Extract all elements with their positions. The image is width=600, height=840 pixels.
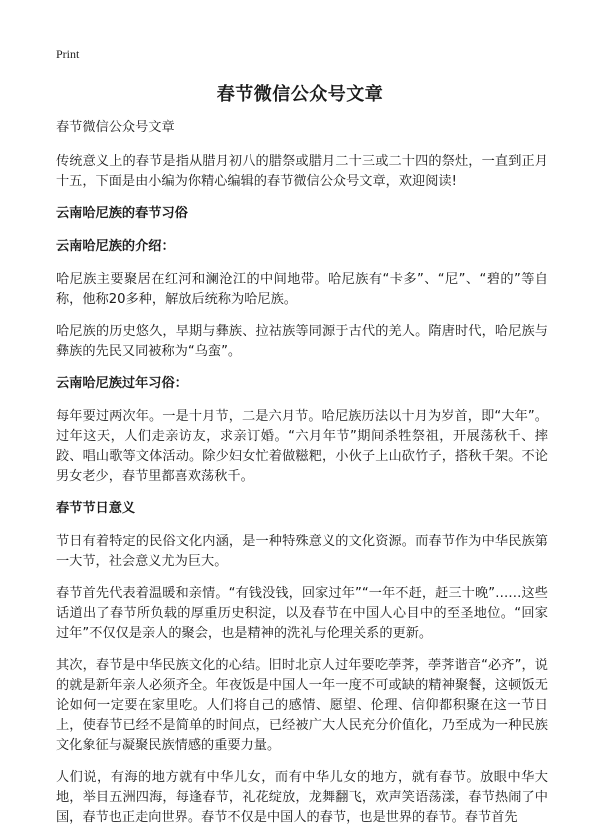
article-title: 春节微信公众号文章 [216,84,384,105]
article-subtitle: 春节微信公众号文章 [56,120,175,135]
section-subheading: 云南哈尼族的介绍： [56,239,175,254]
section-heading: 春节节日意义 [56,501,136,516]
article-body [56,118,548,840]
section-heading: 云南哈尼族的春节习俗 [56,206,188,221]
paragraph: 其次，春节是中华民族文化的心结。旧时北京人过年要吃荸荠，荸荠谐音“必齐”，说的就是新年亲人必须齐全。年夜饭是中国人一年一度不可或缺的精神聚餐，这顿饭无论如何一定要在家里吃。人们将自己的感情、愿望、伦理、信仰都积聚在这一节日上，使春节已经不是简单的时间点，已经被广大人民充分价值化，乃至成为一种民族文化象征与凝聚民族情感的重要力量。 [56,658,548,753]
print-link[interactable]: Print [56,47,80,61]
intro-paragraph: 传统意义上的春节是指从腊月初八的腊祭或腊月二十三或二十四的祭灶，一直到正月十五，下面是由小编为你精心编辑的春节微信公众号文章，欢迎阅读! [56,154,548,189]
section-subheading: 云南哈尼族过年习俗： [56,376,188,391]
paragraph: 春节首先代表着温暖和亲情。“有钱没钱，回家过年”“一年不赶，赶三十晚”……这些话道出了春节所负载的厚重历史积淀，以及春节在中国人心目中的至圣地位。“回家过年”不仅仅是亲人的聚会，也是精神的洗礼与伦理关系的更新。 [56,586,548,641]
paragraph: 哈尼族主要聚居在红河和澜沧江的中间地带。哈尼族有“卡多”、“尼”、“碧的”等自称，他称20多种，解放后统称为哈尼族。 [56,272,548,307]
paragraph: 人们说，有海的地方就有中华儿女，而有中华儿女的地方，就有春节。放眼中华大地，举目五洲四海，每逢春节，礼花绽放，龙舞翻飞，欢声笑语荡漾，春节热闹了中国，春节也正走向世界。春节不仅是中国人的春节，也是世界的春节。春节首先 [56,770,548,825]
paragraph: 哈尼族的历史悠久，早期与彝族、拉祜族等同源于古代的羌人。隋唐时代，哈尼族与彝族的先民又同被称为“乌蛮”。 [56,324,548,359]
paragraph: 每年要过两次年。一是十月节，二是六月节。哈尼族历法以十月为岁首，即“大年”。过年这天，人们走亲访友，求亲订婚。“六月年节”期间杀牲祭祖，开展荡秋千、摔跤、唱山歌等文体活动。除少妇女忙着做糍粑，小伙子上山砍竹子，搭秋千架。不论男女老少，春节里都喜欢荡秋千。 [56,409,548,484]
paragraph: 节日有着特定的民俗文化内涵，是一种特殊意义的文化资源。而春节作为中华民族第一大节，社会意义尤为巨大。 [56,534,548,569]
